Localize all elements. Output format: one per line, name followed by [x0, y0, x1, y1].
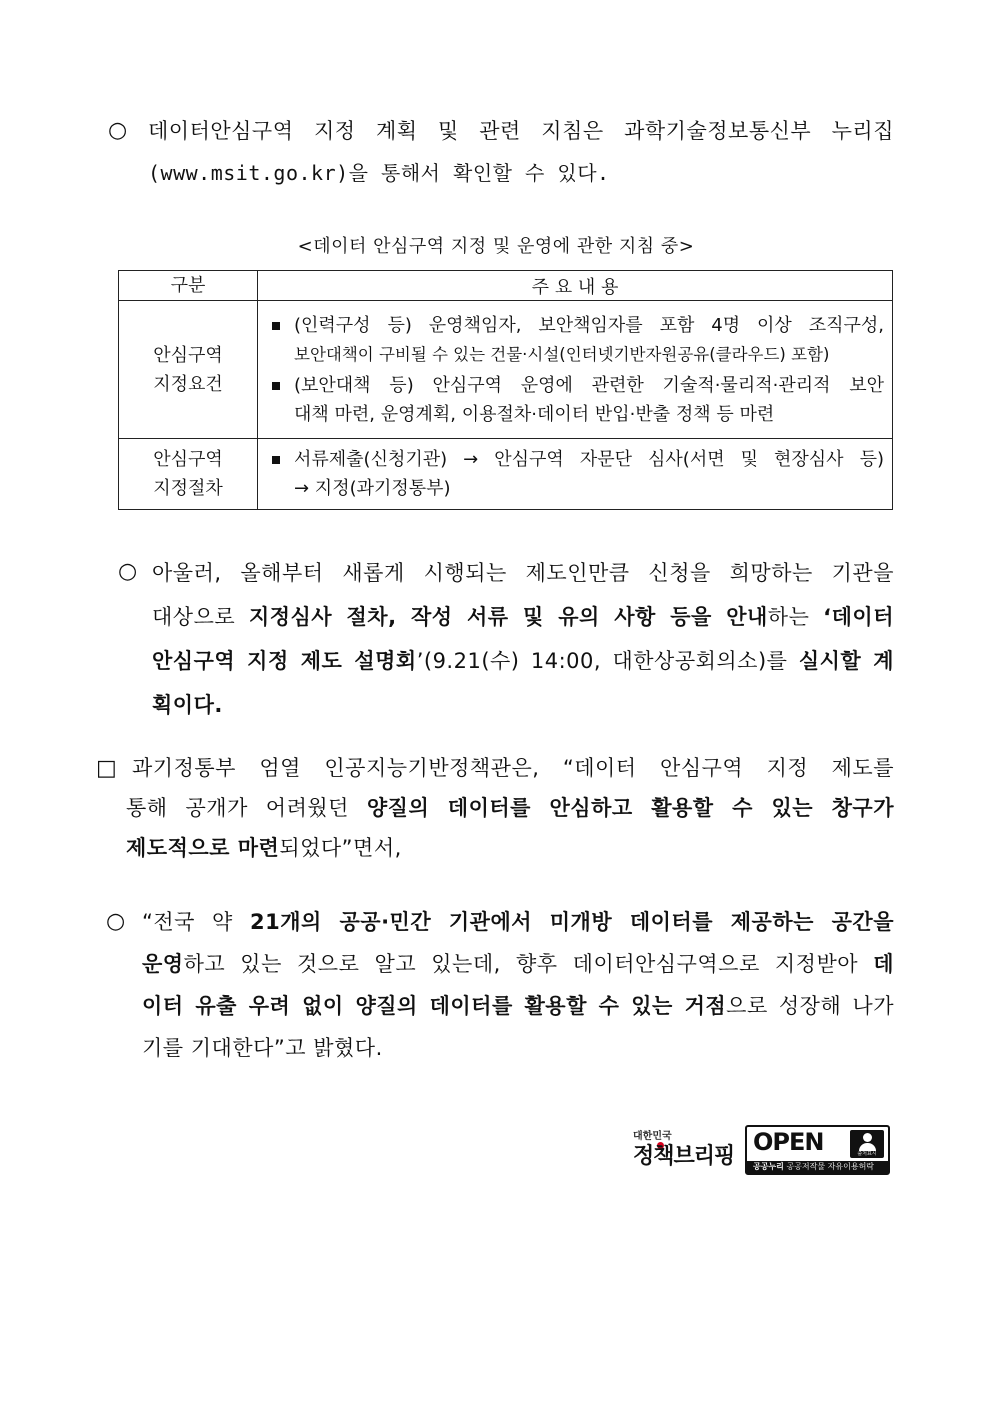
list-item	[272, 371, 884, 429]
paragraph-briefing-session	[152, 551, 894, 727]
attribution-person-icon: 출처표시	[850, 1130, 884, 1158]
bullet-line: 서류제출(신청기관) → 안심구역 자문단 심사(서면 및 현장심사 등)	[294, 449, 884, 470]
bullet-circle-icon: ○	[108, 118, 128, 143]
footer-logos	[633, 1125, 888, 1175]
paragraph-msit-guideline	[148, 110, 894, 194]
table-row-label	[119, 301, 258, 439]
paragraph-expectation-quote	[142, 901, 894, 1069]
bullet-line: (보안대책 등) 안심구역 운영에 관련한 기술적·물리적·관리적 보안	[294, 374, 884, 396]
bullet-line: (인력구성 등) 운영책임자, 보안책임자를 포함 4명 이상 조직구성,	[294, 314, 884, 336]
paragraph-line: 안심구역 지정 제도 설명회’(9.21(수) 14:00, 대한상공회의소)를 실시할 계	[152, 649, 894, 673]
paragraph-line: 데이터안심구역 지정 계획 및 관련 지침은 과학기술정보통신부 누리집	[148, 119, 894, 143]
paragraph-line: 제도적으로 마련되었다”면서,	[126, 836, 402, 860]
paragraph-line: 통해 공개가 어려웠던 양질의 데이터를 안심하고 활용할 수 있는 창구가	[126, 796, 894, 820]
kogl-license-bar: 공공누리 공공저작물 자유이용허락	[747, 1161, 888, 1173]
list-item	[272, 311, 884, 369]
label-line: 안심구역	[153, 449, 223, 470]
square-bullet-icon	[272, 382, 280, 390]
guideline-table	[118, 270, 893, 510]
list-item	[272, 445, 884, 503]
paragraph-line: 대상으로 지정심사 절차, 작성 서류 및 유의 사항 등을 안내하는 ‘데이터	[152, 605, 894, 629]
policy-briefing-logo: 대한민국 정책브리핑	[633, 1131, 735, 1169]
paragraph-official-quote	[126, 748, 894, 868]
bullet-square-icon: □	[96, 756, 117, 781]
table-header-content: 주 요 내 용	[258, 271, 893, 301]
table-row	[119, 439, 893, 510]
paragraph-line: 기를 기대한다”고 밝혔다.	[142, 1036, 383, 1060]
table-row-label	[119, 439, 258, 510]
paragraph-line: “전국 약 21개의 공공·민간 기관에서 미개방 데이터를 제공하는 공간을	[142, 910, 894, 934]
table-header-row	[119, 271, 893, 301]
bullet-line: 대책 마련, 운영계획, 이용절차·데이터 반입·반출 정책 등 마련	[294, 403, 775, 425]
paragraph-line: (www.msit.go.kr)을 통해서 확인할 수 있다.	[148, 161, 610, 185]
table-caption: <데이터 안심구역 지정 및 운영에 관한 지침 중>	[297, 236, 695, 257]
bullet-circle-icon: ○	[106, 909, 126, 934]
table-row	[119, 301, 893, 439]
paragraph-line: 이터 유출 우려 없이 양질의 데이터를 활용할 수 있는 거점으로 성장해 나가	[142, 994, 894, 1018]
label-line: 안심구역	[153, 344, 223, 366]
label-line: 지정절차	[153, 478, 223, 499]
paragraph-line: 과기정통부 엄열 인공지능기반정책관은, “데이터 안심구역 지정 제도를	[132, 756, 894, 780]
table-header-category: 구분	[119, 271, 258, 301]
bullet-line: 보안대책이 구비될 수 있는 건물·시설(인터넷기반자원공유(클라우드) 포함)	[294, 344, 830, 364]
label-line: 지정요건	[153, 373, 223, 395]
paragraph-line: 획이다.	[152, 693, 223, 717]
square-bullet-icon	[272, 456, 280, 464]
table-row-content	[258, 439, 893, 510]
paragraph-line: 아울러, 올해부터 새롭게 시행되는 제도인만큼 신청을 희망하는 기관을	[152, 561, 894, 585]
table-row-content	[258, 301, 893, 439]
kogl-open-logo: OPEN 출처표시 공공누리 공공저작물 자유이용허락	[745, 1125, 890, 1175]
paragraph-line: 운영하고 있는 것으로 알고 있는데, 향후 데이터안심구역으로 지정받아 데	[142, 952, 894, 976]
square-bullet-icon	[272, 322, 280, 330]
bullet-circle-icon: ○	[118, 559, 138, 584]
bullet-line: → 지정(과기정통부)	[294, 478, 451, 499]
